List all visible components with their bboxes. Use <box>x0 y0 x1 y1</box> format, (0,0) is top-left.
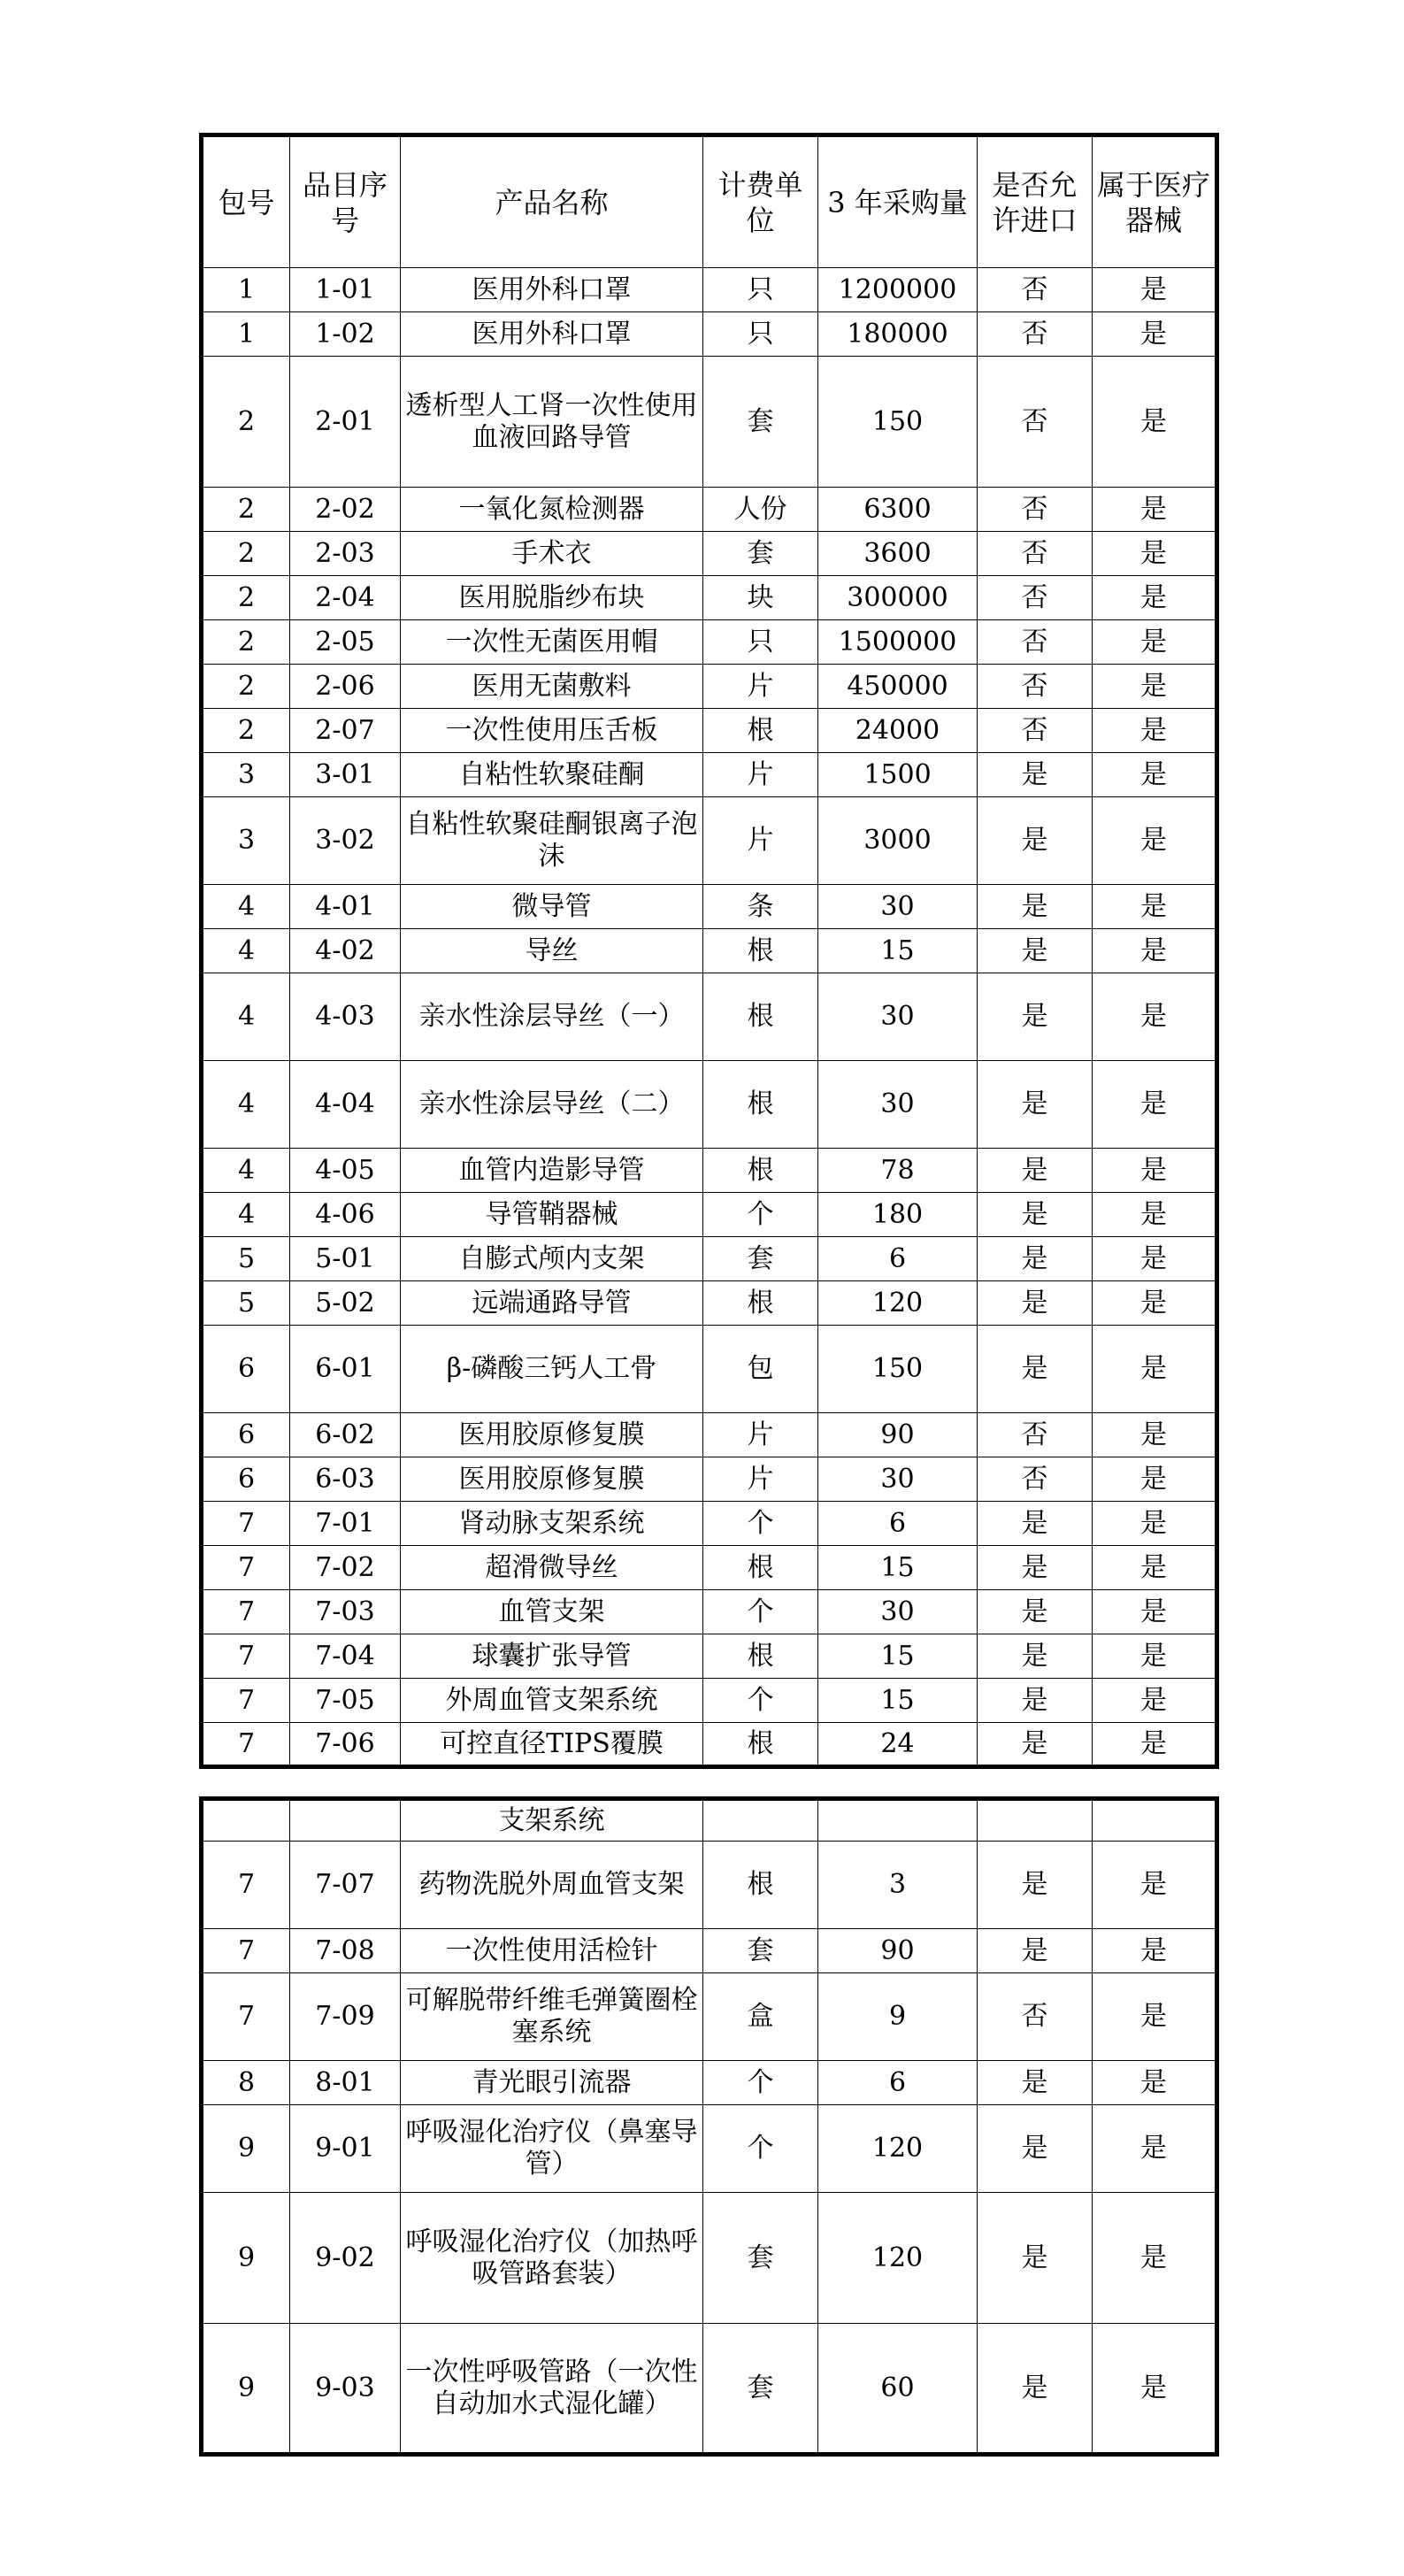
header-item-seq: 品目序号 <box>290 135 401 268</box>
cell-item-seq: 3-01 <box>290 753 401 797</box>
cell-import-allowed: 是 <box>978 1061 1093 1149</box>
cell-package: 7 <box>202 1929 290 1973</box>
cell-item-seq: 5-02 <box>290 1281 401 1326</box>
cell-medical-device: 是 <box>1093 1590 1217 1634</box>
cell-unit: 只 <box>703 268 818 312</box>
cell-quantity: 6 <box>818 2061 978 2105</box>
cell-product-name: 一氧化氮检测器 <box>401 488 703 532</box>
cell-import-allowed: 否 <box>978 532 1093 576</box>
cell-import-allowed: 否 <box>978 620 1093 665</box>
cell-product-name: 微导管 <box>401 885 703 929</box>
cell-quantity: 30 <box>818 1061 978 1149</box>
cell-package: 9 <box>202 2105 290 2193</box>
cell-import-allowed: 是 <box>978 1149 1093 1193</box>
cell-medical-device: 是 <box>1093 2193 1217 2324</box>
cell-product-name: 导丝 <box>401 929 703 973</box>
cell-unit: 个 <box>703 1502 818 1546</box>
cell-unit: 根 <box>703 1723 818 1767</box>
cell-item-seq: 7-06 <box>290 1723 401 1767</box>
cell-package: 4 <box>202 1061 290 1149</box>
cell-medical-device: 是 <box>1093 665 1217 709</box>
cell-import-allowed: 是 <box>978 797 1093 885</box>
table-row <box>202 753 1217 797</box>
cell-package: 3 <box>202 753 290 797</box>
cell-medical-device: 是 <box>1093 1237 1217 1281</box>
cell-item-seq: 7-09 <box>290 1973 401 2061</box>
table-row <box>202 885 1217 929</box>
table-row <box>202 2324 1217 2455</box>
cell-unit: 片 <box>703 1413 818 1457</box>
cell-item-seq: 2-05 <box>290 620 401 665</box>
cell-medical-device: 是 <box>1093 1149 1217 1193</box>
cell-quantity: 120 <box>818 2193 978 2324</box>
cell-package: 2 <box>202 709 290 753</box>
table-row <box>202 1723 1217 1767</box>
cell-package: 2 <box>202 532 290 576</box>
cell-import-allowed: 是 <box>978 1546 1093 1590</box>
cell-product-name: 血管支架 <box>401 1590 703 1634</box>
cell-item-seq: 4-02 <box>290 929 401 973</box>
cell-item-seq: 4-04 <box>290 1061 401 1149</box>
table-header-row <box>202 135 1217 268</box>
cell-package: 1 <box>202 312 290 357</box>
cell-item-seq: 4-06 <box>290 1193 401 1237</box>
cell-product-name: 青光眼引流器 <box>401 2061 703 2105</box>
cell-medical-device: 是 <box>1093 532 1217 576</box>
cell-unit: 只 <box>703 620 818 665</box>
cell-product-name: 肾动脉支架系统 <box>401 1502 703 1546</box>
cell-item-seq: 2-03 <box>290 532 401 576</box>
cell-quantity: 90 <box>818 1413 978 1457</box>
cell-medical-device: 是 <box>1093 357 1217 488</box>
cell-package: 4 <box>202 1193 290 1237</box>
cell-item-seq: 4-05 <box>290 1149 401 1193</box>
cell-product-name: 手术衣 <box>401 532 703 576</box>
cell-import-allowed: 是 <box>978 2061 1093 2105</box>
cell-quantity: 90 <box>818 1929 978 1973</box>
cell-product-name: 医用无菌敷料 <box>401 665 703 709</box>
cell-item-seq: 6-03 <box>290 1457 401 1502</box>
cell-quantity: 15 <box>818 1546 978 1590</box>
cell-product-name: 可解脱带纤维毛弹簧圈栓塞系统 <box>401 1973 703 2061</box>
cell-medical-device: 是 <box>1093 929 1217 973</box>
cell-product-name: 透析型人工肾一次性使用血液回路导管 <box>401 357 703 488</box>
cell-quantity: 30 <box>818 973 978 1061</box>
table-row <box>202 1929 1217 1973</box>
cell-quantity: 24 <box>818 1723 978 1767</box>
cell-package: 4 <box>202 973 290 1061</box>
header-package: 包号 <box>202 135 290 268</box>
cell-product-name: 医用胶原修复膜 <box>401 1457 703 1502</box>
header-medical-device: 属于医疗器械 <box>1093 135 1217 268</box>
table-row <box>202 620 1217 665</box>
cell-unit: 个 <box>703 1193 818 1237</box>
cell-product-name: 呼吸湿化治疗仪（鼻塞导管） <box>401 2105 703 2193</box>
cell-quantity: 60 <box>818 2324 978 2455</box>
cell-package: 2 <box>202 665 290 709</box>
cell-item-seq: 4-01 <box>290 885 401 929</box>
cell-item-seq: 5-01 <box>290 1237 401 1281</box>
cell-import-allowed: 是 <box>978 2324 1093 2455</box>
cell-unit: 套 <box>703 2324 818 2455</box>
cell-product-name: 导管鞘器械 <box>401 1193 703 1237</box>
cell-quantity: 180000 <box>818 312 978 357</box>
cell-import-allowed: 是 <box>978 1842 1093 1929</box>
cell-import-allowed: 是 <box>978 1634 1093 1679</box>
table-row <box>202 2193 1217 2324</box>
cell-package: 9 <box>202 2324 290 2455</box>
cell-quantity: 180 <box>818 1193 978 1237</box>
cell-unit <box>703 1799 818 1842</box>
cell-unit: 套 <box>703 1929 818 1973</box>
cell-import-allowed: 是 <box>978 885 1093 929</box>
cell-quantity: 120 <box>818 2105 978 2193</box>
cell-unit: 个 <box>703 2061 818 2105</box>
cell-product-name: 亲水性涂层导丝（一） <box>401 973 703 1061</box>
continuation-row <box>202 1799 1217 1842</box>
cell-quantity: 78 <box>818 1149 978 1193</box>
cell-medical-device: 是 <box>1093 1723 1217 1767</box>
cell-import-allowed: 否 <box>978 665 1093 709</box>
cell-package <box>202 1799 290 1842</box>
cell-medical-device: 是 <box>1093 1973 1217 2061</box>
cell-item-seq: 2-07 <box>290 709 401 753</box>
cell-unit: 根 <box>703 1634 818 1679</box>
cell-package: 7 <box>202 1590 290 1634</box>
cell-product-name: 超滑微导丝 <box>401 1546 703 1590</box>
cell-quantity: 3600 <box>818 532 978 576</box>
cell-package: 4 <box>202 929 290 973</box>
cell-product-name: 医用外科口罩 <box>401 312 703 357</box>
cell-item-seq: 1-02 <box>290 312 401 357</box>
cell-medical-device: 是 <box>1093 1457 1217 1502</box>
table-row <box>202 1546 1217 1590</box>
cell-unit: 根 <box>703 1281 818 1326</box>
cell-medical-device: 是 <box>1093 1842 1217 1929</box>
cell-medical-device: 是 <box>1093 620 1217 665</box>
cell-product-name: 一次性呼吸管路（一次性自动加水式湿化罐） <box>401 2324 703 2455</box>
table-row <box>202 797 1217 885</box>
table-row <box>202 1326 1217 1413</box>
table-row <box>202 1281 1217 1326</box>
cell-item-seq: 7-07 <box>290 1842 401 1929</box>
cell-item-seq <box>290 1799 401 1842</box>
cell-item-seq: 7-03 <box>290 1590 401 1634</box>
cell-unit: 人份 <box>703 488 818 532</box>
table-row <box>202 665 1217 709</box>
table-row <box>202 709 1217 753</box>
cell-item-seq: 9-01 <box>290 2105 401 2193</box>
cell-unit: 只 <box>703 312 818 357</box>
cell-package: 7 <box>202 1842 290 1929</box>
cell-unit: 套 <box>703 1237 818 1281</box>
cell-quantity: 120 <box>818 1281 978 1326</box>
cell-package: 9 <box>202 2193 290 2324</box>
cell-package: 2 <box>202 620 290 665</box>
cell-item-seq: 1-01 <box>290 268 401 312</box>
cell-import-allowed: 是 <box>978 1929 1093 1973</box>
cell-unit: 片 <box>703 753 818 797</box>
table-row <box>202 488 1217 532</box>
table-row <box>202 1457 1217 1502</box>
cell-medical-device: 是 <box>1093 1281 1217 1326</box>
cell-unit: 套 <box>703 532 818 576</box>
table-row <box>202 1413 1217 1457</box>
cell-item-seq: 2-01 <box>290 357 401 488</box>
cell-medical-device: 是 <box>1093 2061 1217 2105</box>
cell-import-allowed: 是 <box>978 1237 1093 1281</box>
cell-item-seq: 7-01 <box>290 1502 401 1546</box>
cell-import-allowed: 是 <box>978 753 1093 797</box>
cell-package: 6 <box>202 1413 290 1457</box>
cell-medical-device: 是 <box>1093 312 1217 357</box>
cell-medical-device: 是 <box>1093 1061 1217 1149</box>
cell-product-name: 呼吸湿化治疗仪（加热呼吸管路套装） <box>401 2193 703 2324</box>
cell-item-seq: 2-02 <box>290 488 401 532</box>
cell-package: 7 <box>202 1546 290 1590</box>
table-row <box>202 1149 1217 1193</box>
table-row <box>202 576 1217 620</box>
cell-unit: 片 <box>703 797 818 885</box>
table-row <box>202 1973 1217 2061</box>
cell-medical-device: 是 <box>1093 1679 1217 1723</box>
cell-package: 6 <box>202 1326 290 1413</box>
table-row <box>202 1061 1217 1149</box>
cell-product-name: 一次性无菌医用帽 <box>401 620 703 665</box>
cell-product-name: 支架系统 <box>401 1799 703 1842</box>
cell-quantity: 1200000 <box>818 268 978 312</box>
cell-unit: 套 <box>703 2193 818 2324</box>
cell-import-allowed: 是 <box>978 1193 1093 1237</box>
cell-product-name: 远端通路导管 <box>401 1281 703 1326</box>
cell-item-seq: 3-02 <box>290 797 401 885</box>
cell-import-allowed: 是 <box>978 973 1093 1061</box>
cell-item-seq: 6-01 <box>290 1326 401 1413</box>
cell-product-name: 血管内造影导管 <box>401 1149 703 1193</box>
cell-quantity: 30 <box>818 1457 978 1502</box>
cell-package: 7 <box>202 1973 290 2061</box>
cell-import-allowed: 是 <box>978 1326 1093 1413</box>
cell-package: 7 <box>202 1679 290 1723</box>
cell-product-name: 可控直径TIPS覆膜 <box>401 1723 703 1767</box>
cell-product-name: 一次性使用压舌板 <box>401 709 703 753</box>
cell-import-allowed: 否 <box>978 576 1093 620</box>
cell-item-seq: 2-04 <box>290 576 401 620</box>
cell-quantity: 300000 <box>818 576 978 620</box>
cell-medical-device: 是 <box>1093 1929 1217 1973</box>
cell-medical-device: 是 <box>1093 1193 1217 1237</box>
cell-quantity: 6300 <box>818 488 978 532</box>
cell-unit: 片 <box>703 665 818 709</box>
table-row <box>202 973 1217 1061</box>
cell-medical-device: 是 <box>1093 1326 1217 1413</box>
cell-product-name: 一次性使用活检针 <box>401 1929 703 1973</box>
cell-unit: 个 <box>703 2105 818 2193</box>
cell-import-allowed: 否 <box>978 488 1093 532</box>
cell-quantity: 6 <box>818 1237 978 1281</box>
cell-unit: 条 <box>703 885 818 929</box>
cell-package: 3 <box>202 797 290 885</box>
cell-medical-device: 是 <box>1093 2105 1217 2193</box>
cell-quantity: 15 <box>818 929 978 973</box>
table-row <box>202 268 1217 312</box>
cell-medical-device: 是 <box>1093 268 1217 312</box>
cell-import-allowed: 否 <box>978 1973 1093 2061</box>
cell-quantity: 9 <box>818 1973 978 2061</box>
cell-package: 4 <box>202 1149 290 1193</box>
cell-medical-device: 是 <box>1093 709 1217 753</box>
cell-unit: 片 <box>703 1457 818 1502</box>
cell-package: 4 <box>202 885 290 929</box>
cell-medical-device: 是 <box>1093 885 1217 929</box>
cell-package: 1 <box>202 268 290 312</box>
cell-product-name: β-磷酸三钙人工骨 <box>401 1326 703 1413</box>
cell-quantity: 150 <box>818 357 978 488</box>
cell-unit: 根 <box>703 709 818 753</box>
cell-quantity: 15 <box>818 1634 978 1679</box>
procurement-table-part-2 <box>199 1796 1219 2457</box>
table-row <box>202 1193 1217 1237</box>
table-row <box>202 312 1217 357</box>
cell-import-allowed: 是 <box>978 2193 1093 2324</box>
header-import-allowed: 是否允许进口 <box>978 135 1093 268</box>
cell-item-seq: 8-01 <box>290 2061 401 2105</box>
cell-import-allowed: 否 <box>978 357 1093 488</box>
table-row <box>202 357 1217 488</box>
cell-medical-device <box>1093 1799 1217 1842</box>
cell-item-seq: 7-08 <box>290 1929 401 1973</box>
procurement-table-part-1 <box>199 133 1219 1769</box>
table-row <box>202 1237 1217 1281</box>
header-product-name: 产品名称 <box>401 135 703 268</box>
cell-medical-device: 是 <box>1093 2324 1217 2455</box>
cell-quantity: 3000 <box>818 797 978 885</box>
cell-import-allowed: 是 <box>978 2105 1093 2193</box>
cell-package: 2 <box>202 576 290 620</box>
cell-package: 7 <box>202 1502 290 1546</box>
cell-item-seq: 7-04 <box>290 1634 401 1679</box>
cell-product-name: 外周血管支架系统 <box>401 1679 703 1723</box>
table-row <box>202 2105 1217 2193</box>
cell-unit: 根 <box>703 973 818 1061</box>
cell-package: 5 <box>202 1281 290 1326</box>
table-row <box>202 1634 1217 1679</box>
cell-product-name: 自膨式颅内支架 <box>401 1237 703 1281</box>
cell-item-seq: 4-03 <box>290 973 401 1061</box>
cell-product-name: 药物洗脱外周血管支架 <box>401 1842 703 1929</box>
cell-unit: 根 <box>703 1061 818 1149</box>
table-row <box>202 2061 1217 2105</box>
cell-unit: 盒 <box>703 1973 818 2061</box>
cell-product-name: 自粘性软聚硅酮 <box>401 753 703 797</box>
cell-import-allowed: 否 <box>978 709 1093 753</box>
cell-item-seq: 6-02 <box>290 1413 401 1457</box>
header-quantity: 3 年采购量 <box>818 135 978 268</box>
cell-unit: 根 <box>703 1546 818 1590</box>
cell-unit: 套 <box>703 357 818 488</box>
cell-medical-device: 是 <box>1093 1413 1217 1457</box>
cell-quantity: 1500 <box>818 753 978 797</box>
cell-import-allowed: 是 <box>978 1723 1093 1767</box>
cell-unit: 根 <box>703 1149 818 1193</box>
cell-package: 5 <box>202 1237 290 1281</box>
cell-import-allowed: 是 <box>978 1679 1093 1723</box>
cell-unit: 根 <box>703 929 818 973</box>
cell-import-allowed: 是 <box>978 1502 1093 1546</box>
cell-item-seq: 7-02 <box>290 1546 401 1590</box>
cell-product-name: 医用脱脂纱布块 <box>401 576 703 620</box>
cell-package: 8 <box>202 2061 290 2105</box>
cell-package: 7 <box>202 1723 290 1767</box>
cell-package: 6 <box>202 1457 290 1502</box>
cell-product-name: 医用胶原修复膜 <box>401 1413 703 1457</box>
table-row <box>202 1502 1217 1546</box>
cell-quantity: 150 <box>818 1326 978 1413</box>
cell-medical-device: 是 <box>1093 753 1217 797</box>
cell-medical-device: 是 <box>1093 576 1217 620</box>
cell-quantity: 30 <box>818 1590 978 1634</box>
cell-product-name: 亲水性涂层导丝（二） <box>401 1061 703 1149</box>
header-unit: 计费单位 <box>703 135 818 268</box>
table-row <box>202 929 1217 973</box>
cell-package: 2 <box>202 357 290 488</box>
cell-import-allowed: 否 <box>978 1413 1093 1457</box>
cell-medical-device: 是 <box>1093 1634 1217 1679</box>
cell-import-allowed: 否 <box>978 268 1093 312</box>
cell-import-allowed: 是 <box>978 1590 1093 1634</box>
cell-unit: 块 <box>703 576 818 620</box>
cell-import-allowed <box>978 1799 1093 1842</box>
cell-medical-device: 是 <box>1093 1546 1217 1590</box>
cell-quantity: 15 <box>818 1679 978 1723</box>
cell-quantity: 3 <box>818 1842 978 1929</box>
cell-product-name: 球囊扩张导管 <box>401 1634 703 1679</box>
table-row <box>202 532 1217 576</box>
cell-product-name: 自粘性软聚硅酮银离子泡沫 <box>401 797 703 885</box>
cell-medical-device: 是 <box>1093 973 1217 1061</box>
cell-quantity <box>818 1799 978 1842</box>
cell-quantity: 450000 <box>818 665 978 709</box>
cell-item-seq: 9-02 <box>290 2193 401 2324</box>
cell-medical-device: 是 <box>1093 488 1217 532</box>
cell-item-seq: 9-03 <box>290 2324 401 2455</box>
cell-unit: 根 <box>703 1842 818 1929</box>
cell-unit: 个 <box>703 1590 818 1634</box>
cell-quantity: 1500000 <box>818 620 978 665</box>
cell-unit: 个 <box>703 1679 818 1723</box>
table-row <box>202 1842 1217 1929</box>
cell-package: 2 <box>202 488 290 532</box>
cell-medical-device: 是 <box>1093 797 1217 885</box>
table-row <box>202 1679 1217 1723</box>
table-row <box>202 1590 1217 1634</box>
cell-import-allowed: 是 <box>978 1281 1093 1326</box>
cell-import-allowed: 否 <box>978 1457 1093 1502</box>
cell-product-name: 医用外科口罩 <box>401 268 703 312</box>
cell-import-allowed: 否 <box>978 312 1093 357</box>
cell-package: 7 <box>202 1634 290 1679</box>
cell-quantity: 30 <box>818 885 978 929</box>
cell-quantity: 24000 <box>818 709 978 753</box>
cell-import-allowed: 是 <box>978 929 1093 973</box>
cell-item-seq: 2-06 <box>290 665 401 709</box>
cell-item-seq: 7-05 <box>290 1679 401 1723</box>
cell-medical-device: 是 <box>1093 1502 1217 1546</box>
cell-quantity: 6 <box>818 1502 978 1546</box>
cell-unit: 包 <box>703 1326 818 1413</box>
